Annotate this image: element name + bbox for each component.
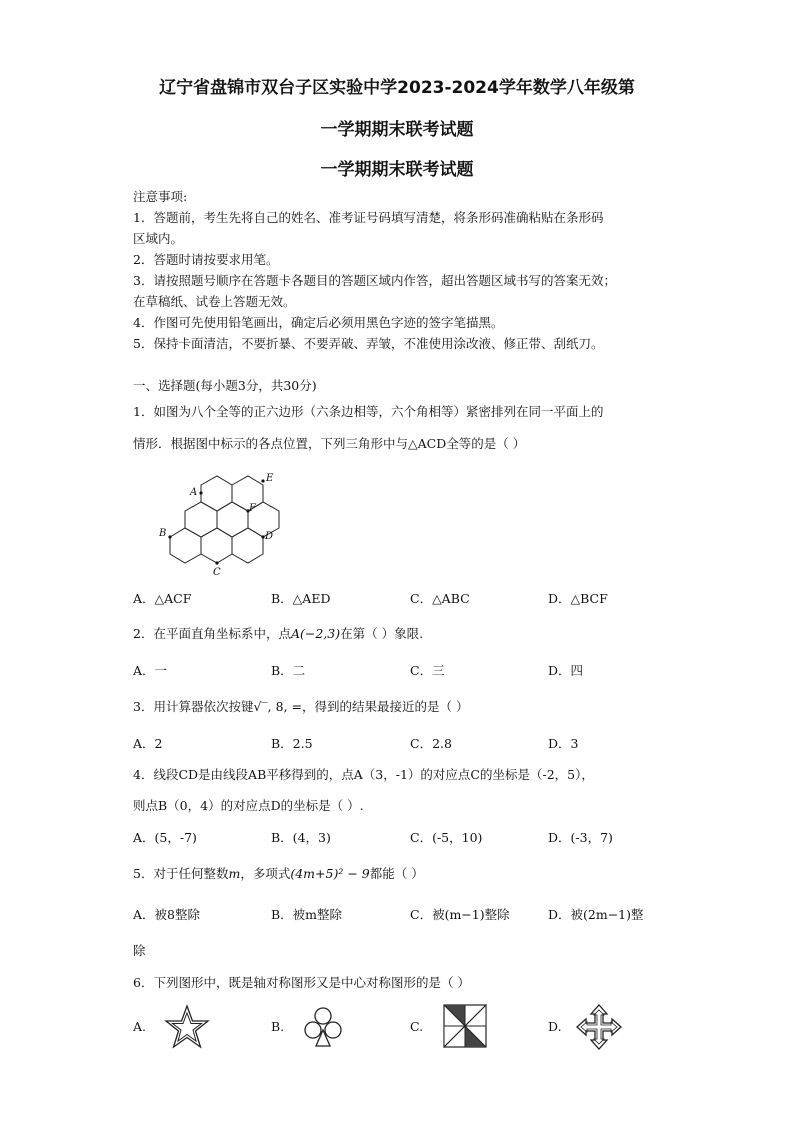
q6-option-a[interactable]: A. [133,1019,147,1034]
label-a: A [190,487,198,498]
label-f: F [249,503,256,514]
q5-stem-a: 5．对于任何整数 [133,866,229,881]
q4-option-a[interactable]: A．(5，-7) [133,830,197,845]
q1-option-d[interactable]: D．△BCF [548,591,608,606]
notice-line: 2．答题时请按要求用笔。 [133,252,279,267]
q5-option-b[interactable]: B．被m整除 [271,907,343,922]
notice-line: 3．请按照题号顺序在答题卡各题目的答题区域内作答，超出答题区域书写的答案无效； [133,273,616,288]
q2-option-c[interactable]: C．三 [410,663,445,678]
q2-point: A(−2,3) [290,626,341,641]
q3-stem-a: 3．用计算器依次按键 [133,699,254,714]
q5-stem-c: 都能（ ） [369,866,424,881]
q1-stem: 1．如图为八个全等的正六边形（六条边相等，六个角相等）紧密排列在同一平面上的 [133,404,604,419]
q6-option-c[interactable]: C. [410,1019,424,1034]
q3-stem [133,697,469,715]
q5-stem-b: ，多项式 [240,866,291,881]
q2-option-b[interactable]: B．二 [271,663,306,678]
q3-option-d[interactable]: D．3 [548,736,579,751]
pinwheel-icon [442,1003,488,1049]
notice-line: 5．保持卡面清洁，不要折暴、不要弄破、弄皱，不准使用涂改液、修正带、刮纸刀。 [133,336,604,351]
q6-option-b[interactable]: B. [271,1019,285,1034]
q1-option-a[interactable]: A．△ACF [133,591,192,606]
notice-heading: 注意事项: [133,189,188,204]
q1-stem: 情形．根据图中标示的各点位置，下列三角形中与△ACD全等的是（ ） [133,436,526,451]
page-subtitle-repeat: 一学期期末联考试题 [320,160,474,180]
q6-option-d[interactable]: D. [548,1019,562,1034]
q2-stem-a: 2．在平面直角坐标系中，点 [133,626,291,641]
q5-option-d[interactable]: D．被(2m−1)整 [548,907,644,922]
label-b: B [159,528,167,539]
q4-option-b[interactable]: B．(4，3) [271,830,331,845]
four-arrows-icon [574,1003,624,1051]
q2-stem [133,624,423,642]
q5-option-a[interactable]: A．被8整除 [133,907,200,922]
q4-option-d[interactable]: D．(-3，7) [548,830,613,845]
q3-stem-b: ，得到的结果最接近的是（ ） [302,699,469,714]
label-c: C [213,567,221,577]
notice-line: 1．答题前，考生先将自己的姓名、准考证号码填写清楚，将条形码准确粘贴在条形码 [133,210,604,225]
q1-option-c[interactable]: C．△ABC [410,591,470,606]
club-icon [300,1004,346,1050]
notice-line: 4．作图可先使用铅笔画出，确定后必须用黑色字迹的签字笔描黑。 [133,315,504,330]
page-title: 辽宁省盘锦市双台子区实验中学2023-2024学年数学八年级第 [159,78,635,98]
q4-option-c[interactable]: C．(-5，10) [410,830,483,845]
q4-stem: 4．线段CD是由线段AB平移得到的，点A（3，-1）的对应点C的坐标是（-2，5）， [133,767,594,782]
q3-keys: √‾, 8, = [253,699,303,714]
page-subtitle: 一学期期末联考试题 [320,120,474,140]
section-heading: 一、选择题(每小题3分，共30分) [133,378,317,393]
q5-poly: (4m+5)² − 9 [290,866,370,881]
q2-option-d[interactable]: D．四 [548,663,584,678]
q5-wrap: 除 [133,943,146,958]
q5-option-c[interactable]: C．被(m−1)整除 [410,907,510,922]
label-e: E [266,473,274,484]
q5-stem [133,864,424,882]
q2-option-a[interactable]: A．一 [133,663,168,678]
star-icon [163,1004,211,1050]
q3-option-b[interactable]: B．2.5 [271,736,313,751]
q3-option-c[interactable]: C．2.8 [410,736,452,751]
q5-var: m [228,866,241,881]
q4-stem: 则点B（0，4）的对应点D的坐标是（ ）. [133,798,364,813]
label-d: D [265,531,274,542]
hexagon-figure [150,465,290,577]
q2-stem-b: 在第（ ）象限. [340,626,424,641]
notice-line: 区域内。 [133,231,184,246]
q1-option-b[interactable]: B．△AED [271,591,331,606]
q3-option-a[interactable]: A．2 [133,736,163,751]
notice-line: 在草稿纸、试卷上答题无效。 [133,294,296,309]
q6-stem: 6．下列图形中，既是轴对称图形又是中心对称图形的是（ ） [133,975,470,990]
